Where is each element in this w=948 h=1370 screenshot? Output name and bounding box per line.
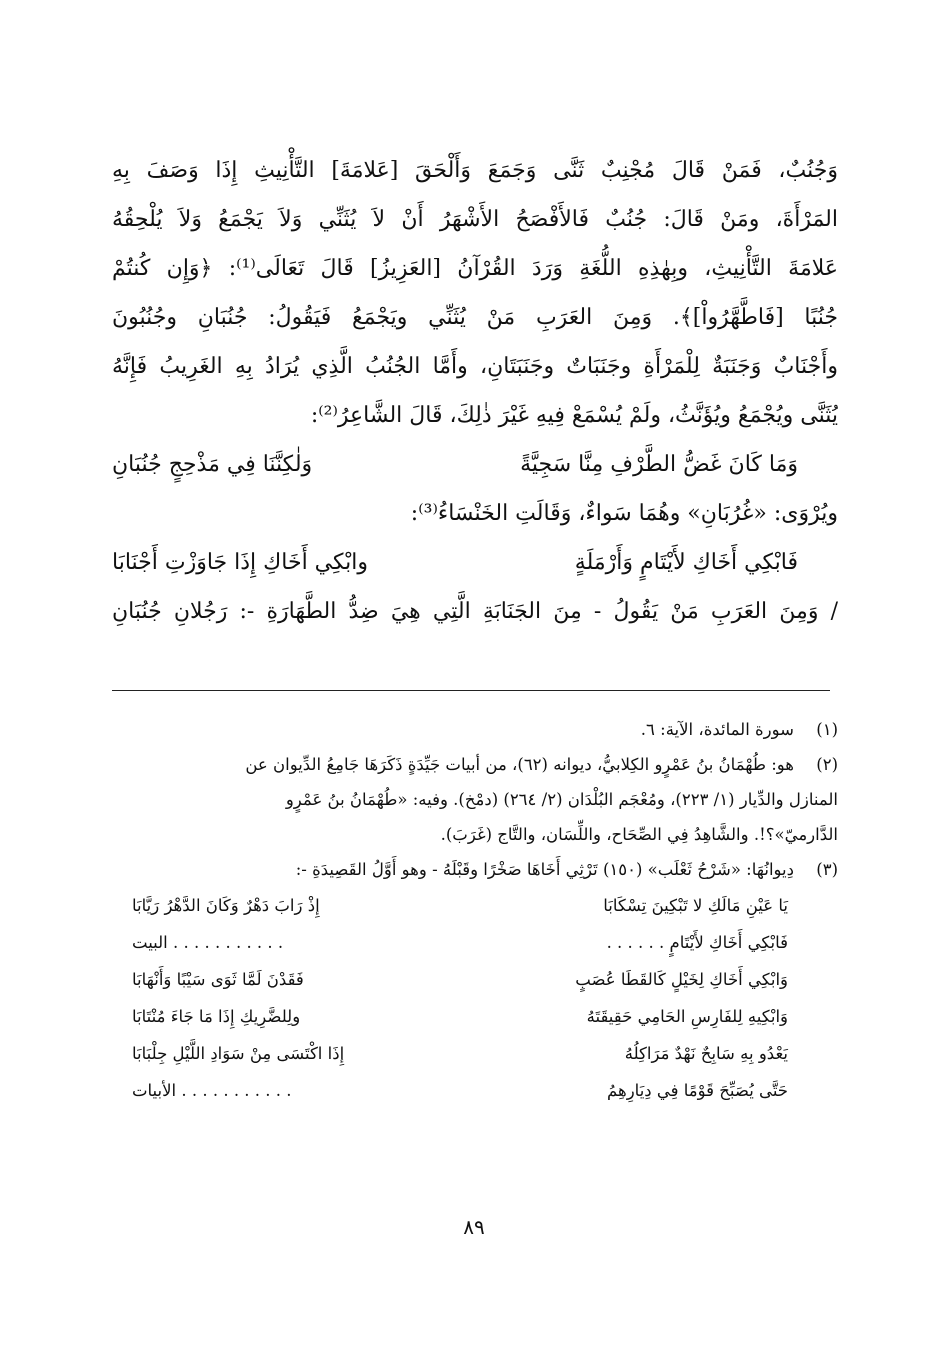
footnote-number: (١) [816,720,838,739]
verse-second-hemistich: إِذْ رَابَ دَهْرٌ وَكَانَ الدَّهْرُ رَيَّابَا [132,896,320,915]
poetry-verse [112,538,838,587]
verse-second-hemistich: . . . . . . . . . . . البيت [132,933,284,952]
footnote-text-line: المنازل والدِّيار (١/ ٢٢٣)، ومُعْجَم البُلْدَان (٢/ ٢٦٤) (دمْخ). وفيه: «طُهْمَانُ بنُ عَمْرٍو [285,790,838,809]
footnote-number: (٣) [816,860,838,879]
verse-second-hemistich: وابْكِي أَخَاكِ إِذَا جَاوَزْتِ أَجْنَابَا [112,550,369,575]
verse-first-hemistich: فَابْكِي أَخَاكِ لأَيْتَامٍ وَأَرْمَلَةٍ [574,550,798,575]
footnote-number: (٢) [816,755,838,774]
main-text [112,146,838,636]
text-line: المَرْأَةَ، ومَنْ قَالَ: جُنُبٌ فَالأَفْصَحُ الأَشْهَرُ أَنْ لاَ يُثَنِّي وَلاَ يَجْمَعُ وَلاَ يُلْحِقُهُ [112,207,838,232]
text-line: ويُرْوَى: «غُرُبَانِ» وهُمَا سَواءٌ، وَقَالَتِ الخَنْسَاءُ⁽³⁾: [410,501,838,526]
poetry-verse [112,440,838,489]
footnote-1 [112,712,838,747]
verse-first-hemistich: وَابْكِي أَخَاكِ لِخَيْلٍ كَالقَطَا عُصَبٍ [575,970,788,989]
text-line: وَجُنُبٌ، فَمَنْ قَالَ مُجْنِبٌ ثَنَّى وَجَمَعَ وَأَلْحَقَ [عَلامَةَ] التَّأْنِيثِ إِذَا وَصَفَ بِهِ [112,158,838,183]
text-line: يُثَنَّى ويُجْمَعُ ويُؤَنَّثُ، ولَمْ يُسْمَعْ فِيهِ غَيْرَ ذٰلِكَ، قَالَ الشَّاعِرُ⁽²⁾: [310,403,838,428]
verse-second-hemistich: إِذَا اكْتَسَى مِنْ سَوَادِ اللَّيْلِ جِلْبَابَا [132,1044,345,1063]
footnote-verse [112,961,838,998]
text-line: عَلامَةَ التَّأْنِيثِ، وبِهٰذِهِ اللُّغَةِ وَرَدَ القُرْآنُ [العَزِيزُ] قَالَ تَعَالَى⁽¹⁾: ﴿وَإِن كُنتُمْ [112,256,838,281]
verse-first-hemistich: وَمَا كَانَ غَضُّ الطَّرْفِ مِنَّا سَجِيَّةً [520,452,798,477]
text-line: جُنُبًا [فَاطَّهَّرُواْ]﴾. وَمِنَ العَرَبِ مَنْ يُثَنِّي ويَجْمَعُ فَيَقُولُ: جُنُبَانِ وجُنُبُونَ [112,305,838,330]
footnote-separator [112,690,830,691]
footnote-verse [112,1035,838,1072]
verse-first-hemistich: يَعْدُو بِهِ سَابِحٌ نَهْدٌ مَرَاكِلُهُ [624,1044,788,1063]
footnote-verse [112,1072,838,1109]
verse-second-hemistich: فَقَدْنَ لَمَّا ثَوَى سَيْبًا وَأَنْهَابَا [132,970,304,989]
footnote-verse [112,924,838,961]
verse-second-hemistich: وَلٰكِنَّنَا فِي مَذْحِجٍ جُنُبَانِ [112,452,313,477]
verse-second-hemistich: . . . . . . . . . . . الأبيات [132,1081,292,1100]
footnote-3 [112,852,838,887]
verse-first-hemistich: حَتَّى يُصَبِّحَ قَوْمًا فِي دِيَارِهِمُ [607,1081,788,1100]
footnotes [112,712,838,1109]
verse-second-hemistich: ولِلضَّرِيكِ إِذَا مَا جَاءَ مُنْتَابَا [132,1007,301,1026]
footnote-text-line: هو: طُهْمَانُ بنُ عَمْرٍو الكِلابيُّ، ديوانه (٦٢)، من أبيات جَيِّدَةٍ ذَكَرَهَا جَامِعُ الدِّيوان عن [245,755,794,774]
footnote-text: سورة المائدة، الآية: ٦. [640,720,794,739]
footnote-2 [112,747,838,852]
footnote-verse [112,887,838,924]
verse-first-hemistich: يَا عَيْنِ مَالَكِ لا تَبْكِينَ تِسْكَابَا [603,896,788,915]
text-line: / وَمِنَ العَرَبِ مَنْ يَقُولُ - مِنَ الجَنَابَةِ الَّتِي هِيَ ضِدُّ الطَّهَارَةِ -: رَجُلانِ جُنُبَانِ [112,599,838,624]
text-line: وأَجْنَابٌ وَجَنَبَةٌ لِلْمَرْأَةِ وجَنَبَاتٌ وجَنَبَتَانِ، وأَمَّا الجُنُبُ الَّذِي يُرَادُ بِهِ الغَرِيبُ فَإِنَّهُ [112,354,838,379]
page-number: ٨٩ [463,1215,485,1239]
footnote-text: دِيوانُهَا: «شَرْحُ ثَعْلَب» (١٥٠) تَرْثِي أَخَاهَا صَخْرًا وقَبْلَهُ - وهو أَوَّلُ القَصِيدَةِ -: [295,860,794,879]
footnote-text-line: الدَّارميّ»؟!. والشَّاهِدُ فِي الصِّحَاح، واللِّسَان، والتَّاج (غَرَبَ). [440,825,838,844]
footnote-verse [112,998,838,1035]
verse-first-hemistich: فَابْكِي أَخَاكِ لأَيْتَامٍ . . . . . . [606,933,788,952]
verse-first-hemistich: وَابْكِيهِ لِلفَارِسِ الحَامِي حَقِيقَتَهُ [586,1007,788,1026]
